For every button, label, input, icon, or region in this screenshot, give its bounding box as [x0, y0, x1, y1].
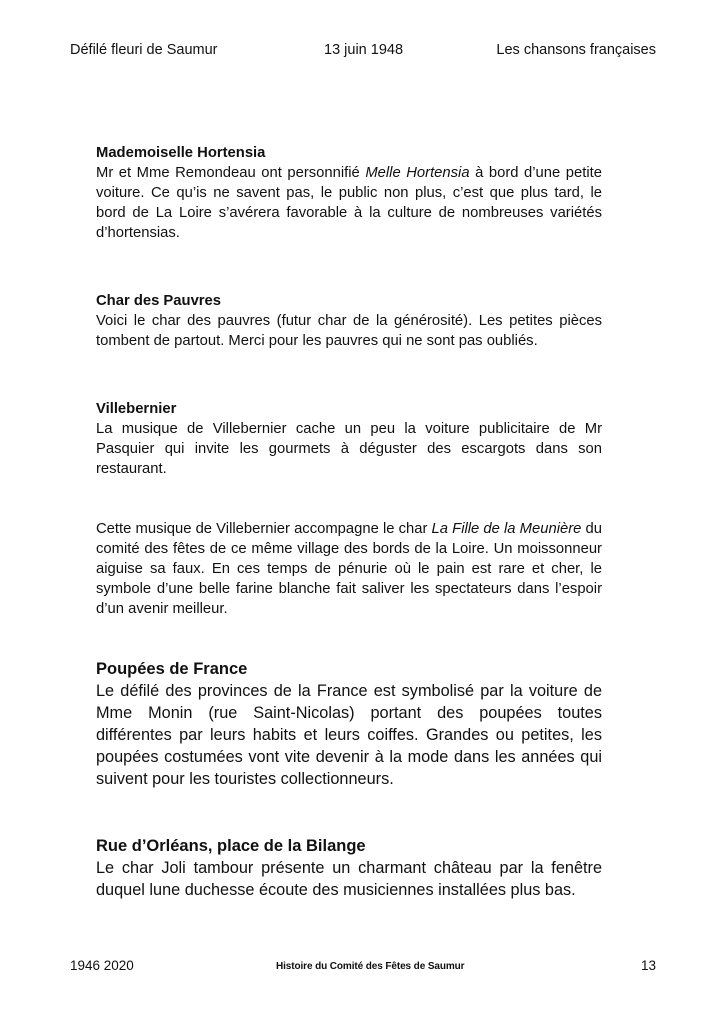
- page-footer: [70, 958, 656, 978]
- section-paragraph: Voici le char des pauvres (futur char de la générosité). Les petites pièces tombent de partout. Merci pour les pauvres qui ne sont pas oubliés.: [96, 313, 602, 349]
- section-title: Mademoiselle Hortensia: [96, 145, 266, 161]
- section-rue-d-orleans: [96, 835, 602, 901]
- section-mademoiselle-hortensia: [96, 143, 602, 243]
- paragraph-italic-text: La Fille de la Meunière: [431, 521, 582, 537]
- header-date: 13 juin 1948: [324, 42, 404, 58]
- paragraph-text: Cette musique de Villebernier accompagne le char: [96, 521, 432, 537]
- section-paragraph: [96, 519, 602, 619]
- footer-years: 1946 2020: [70, 958, 134, 973]
- page-header: [70, 42, 656, 62]
- section-title: Rue d’Orléans, place de la Bilange: [96, 837, 366, 855]
- section-villebernier: [96, 399, 602, 479]
- section-paragraph: Le char Joli tambour présente un charmant château par la fenêtre duquel lune duchesse écoute des musiciennes installées plus bas.: [96, 859, 602, 899]
- section-poupees-de-france: [96, 658, 602, 790]
- page-content: [96, 143, 602, 901]
- footer-book-title: Histoire du Comité des Fêtes de Saumur: [276, 961, 465, 972]
- section-title: Poupées de France: [96, 660, 248, 678]
- paragraph-italic-text: Melle Hortensia: [365, 165, 470, 181]
- paragraph-text: Mr et Mme Remondeau ont personnifié: [96, 165, 366, 181]
- section-villebernier-continued: [96, 519, 602, 619]
- paragraph-text: à bord d’une petite voiture. Ce qu’is ne savent pas, le public non plus, c’est que plus tard, le bord de La Loire s’avérera favorable à la culture de nombreuses variétés d’hortensias.: [96, 165, 602, 241]
- section-title: Villebernier: [96, 401, 177, 417]
- paragraph-text: du comité des fêtes de ce même village des bords de la Loire. Un moissonneur aiguise sa faux. En ces temps de pénurie où le pain est rare et cher, le symbole d’une belle farine blanche fait saliver les spectateurs dans l’espoir d’un avenir meilleur.: [96, 521, 602, 617]
- section-title: Char des Pauvres: [96, 293, 222, 309]
- header-left-title: Défilé fleuri de Saumur: [70, 42, 218, 58]
- section-char-des-pauvres: [96, 291, 602, 351]
- section-paragraph: La musique de Villebernier cache un peu la voiture publicitaire de Mr Pasquier qui invite les gourmets à déguster des escargots dans son restaurant.: [96, 421, 602, 477]
- header-right-title: Les chansons françaises: [496, 42, 656, 58]
- section-paragraph: [96, 163, 602, 243]
- section-paragraph: Le défilé des provinces de la France est symbolisé par la voiture de Mme Monin (rue Saint-Nicolas) portant des poupées toutes différentes par leurs habits et leurs coiffes. Grandes ou petites, les poupées costumées vont vite devenir à la mode dans les années qui suivent pour les touristes collectionneurs.: [96, 682, 602, 788]
- page-number: 13: [640, 958, 656, 973]
